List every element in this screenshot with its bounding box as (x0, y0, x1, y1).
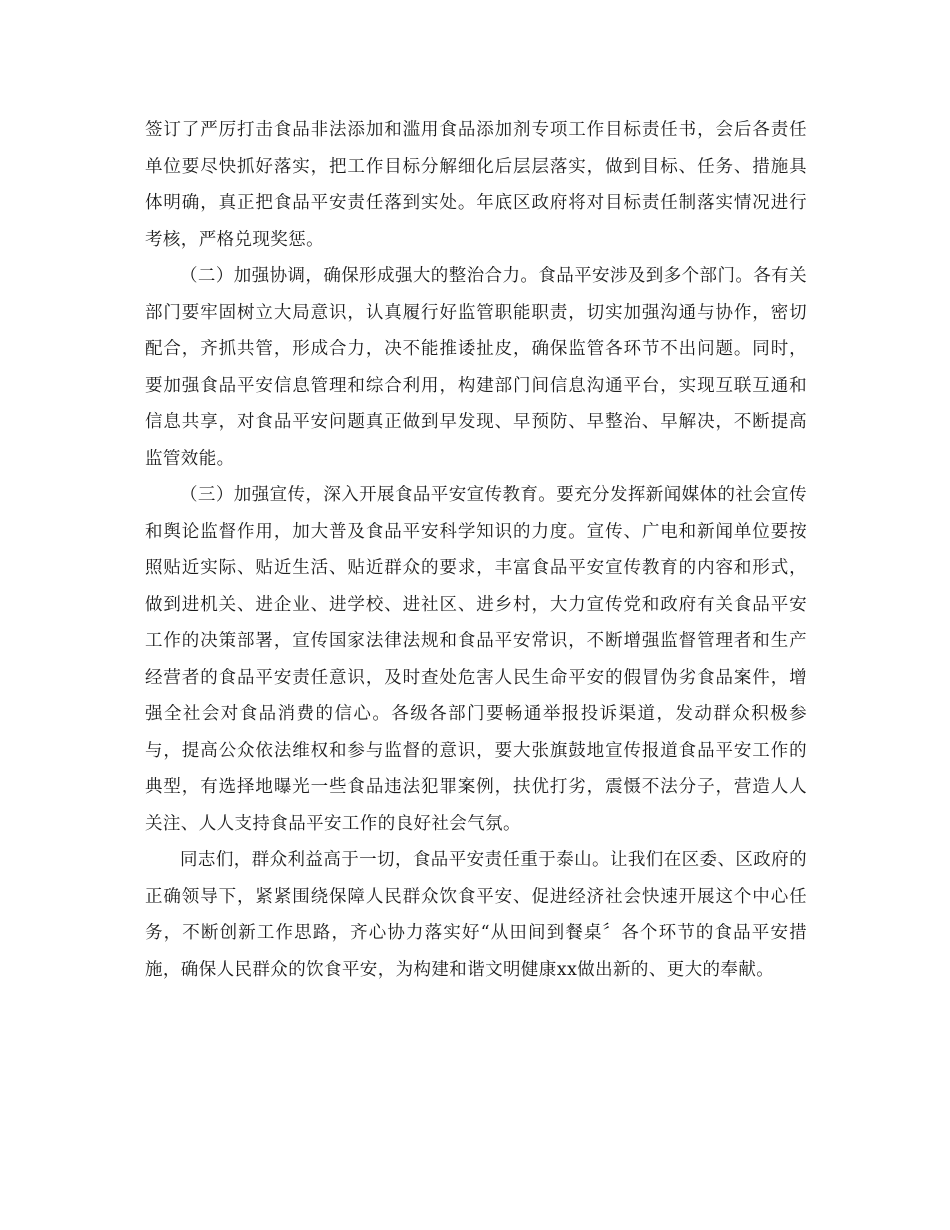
document-body (145, 112, 807, 988)
paragraph-strengthen-coordination: （二）加强协调，确保形成强大的整治合力。食品平安涉及到多个部门。各有关部门要牢固树立大局意识，认真履行好监管职能职责，切实加强沟通与协作，密切配合，齐抓共管，形成合力，决不能推诿扯皮，确保监管各环节不出问题。同时，要加强食品平安信息管理和综合利用，构建部门间信息沟通平台，实现互联互通和信息共享，对食品平安问题真正做到早发现、早预防、早整治、早解决，不断提高监管效能。 (145, 266, 807, 469)
paragraph-closing-remarks: 同志们，群众利益高于一切，食品平安责任重于泰山。让我们在区委、区政府的正确领导下，紧紧围绕保障人民群众饮食平安、促进经济社会快速开展这个中心任务，不断创新工作思路，齐心协力落实好“从田间到餐桌〞各个环节的食品平安措施，确保人民群众的饮食平安，为构建和谐文明健康xx做出新的、更大的奉献。 (145, 850, 807, 980)
paragraph-strengthen-publicity: （三）加强宣传，深入开展食品平安宣传教育。要充分发挥新闻媒体的社会宣传和舆论监督作用，加大普及食品平安科学知识的力度。宣传、广电和新闻单位要按照贴近实际、贴近生活、贴近群众的要求，丰富食品平安宣传教育的内容和形式，做到进机关、进企业、进学校、进社区、进乡村，大力宣传党和政府有关食品平安工作的决策部署，宣传国家法律法规和食品平安常识，不断增强监督管理者和生产经营者的食品平安责任意识，及时查处危害人民生命平安的假冒伪劣食品案件，增强全社会对食品消费的信心。各级各部门要畅通举报投诉渠道，发动群众积极参与，提高公众依法维权和参与监督的意识，要大张旗鼓地宣传报道食品平安工作的典型，有选择地曝光一些食品违法犯罪案例，扶优打劣，震慑不法分子，营造人人关注、人人支持食品平安工作的良好社会气氛。 (145, 485, 807, 834)
paragraph-target-responsibility: 签订了严厉打击食品非法添加和滥用食品添加剂专项工作目标责任书，会后各责任单位要尽快抓好落实，把工作目标分解细化后层层落实，做到目标、任务、措施具体明确，真正把食品平安责任落到实处。年底区政府将对目标责任制落实情况进行考核，严格兑现奖惩。 (145, 120, 807, 250)
